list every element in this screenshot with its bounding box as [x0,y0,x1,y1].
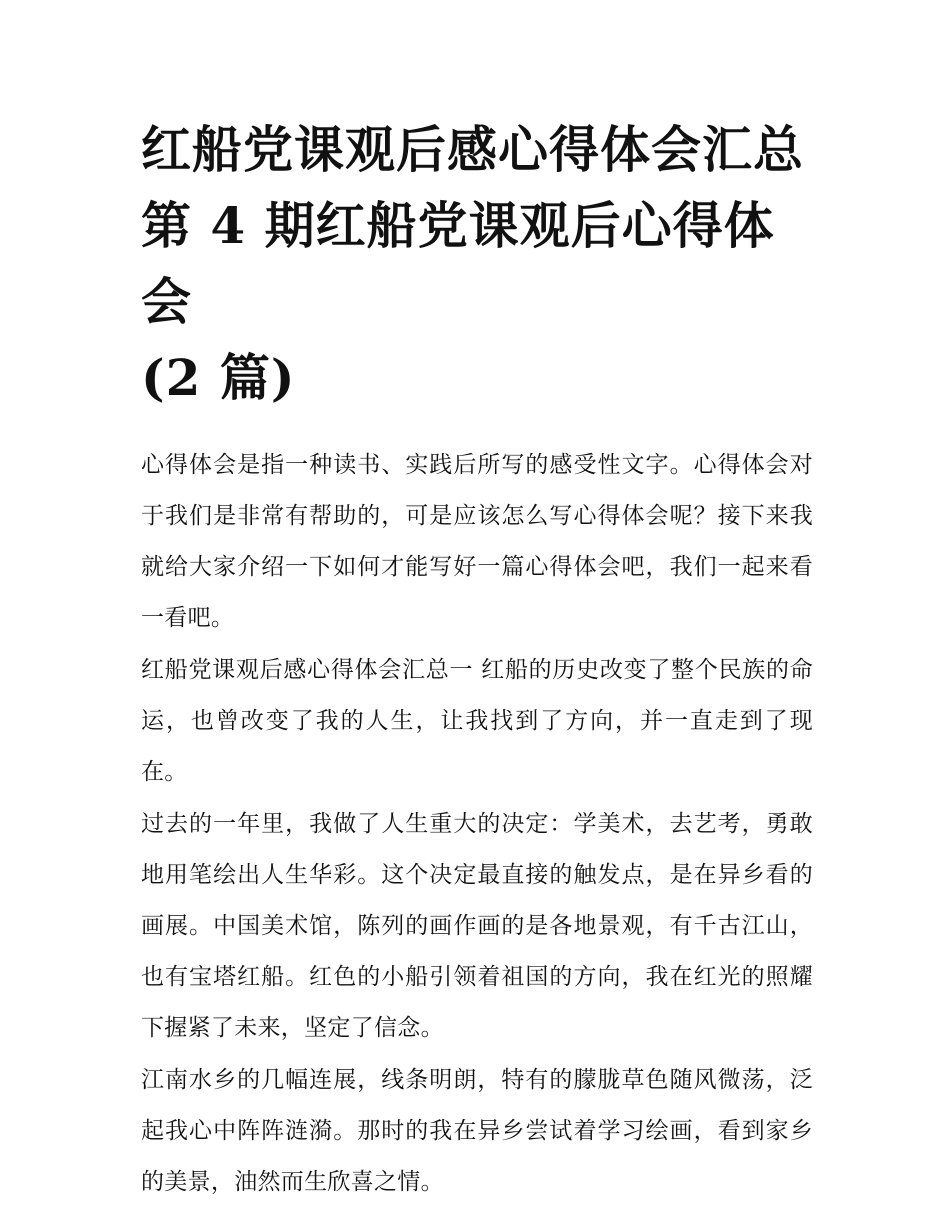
document-page [141,112,813,1209]
document-title: 红船党课观后感心得体会汇总 第 4 期红船党课观后心得体会 (2 篇) [141,120,804,407]
paragraph-1: 红船党课观后感心得体会汇总一 红船的历史改变了整个民族的命运，也曾改变了我的人生，让我找到了方向，并一直走到了现在。 [141,657,813,785]
paragraph-2: 过去的一年里，我做了人生重大的决定：学美术，去艺考，勇敢地用笔绘出人生华彩。这个决定最直接的触发点，是在异乡看的画展。中国美术馆，陈列的画作画的是各地景观，有千古江山，也有宝塔红船。红色的小船引领着祖国的方向，我在红光的照耀下握紧了未来，坚定了信念。 [141,811,813,1041]
paragraph-intro: 心得体会是指一种读书、实践后所写的感受性文字。心得体会对于我们是非常有帮助的，可是应该怎么写心得体会呢？接下来我就给大家介绍一下如何才能写好一篇心得体会吧，我们一起来看一看吧。 [141,452,813,631]
paragraph-3: 江南水乡的几幅连展，线条明朗，特有的朦胧草色随风微荡，泛起我心中阵阵涟漪。那时的我在异乡尝试着学习绘画，看到家乡的美景，油然而生欣喜之情。 [141,1067,813,1195]
